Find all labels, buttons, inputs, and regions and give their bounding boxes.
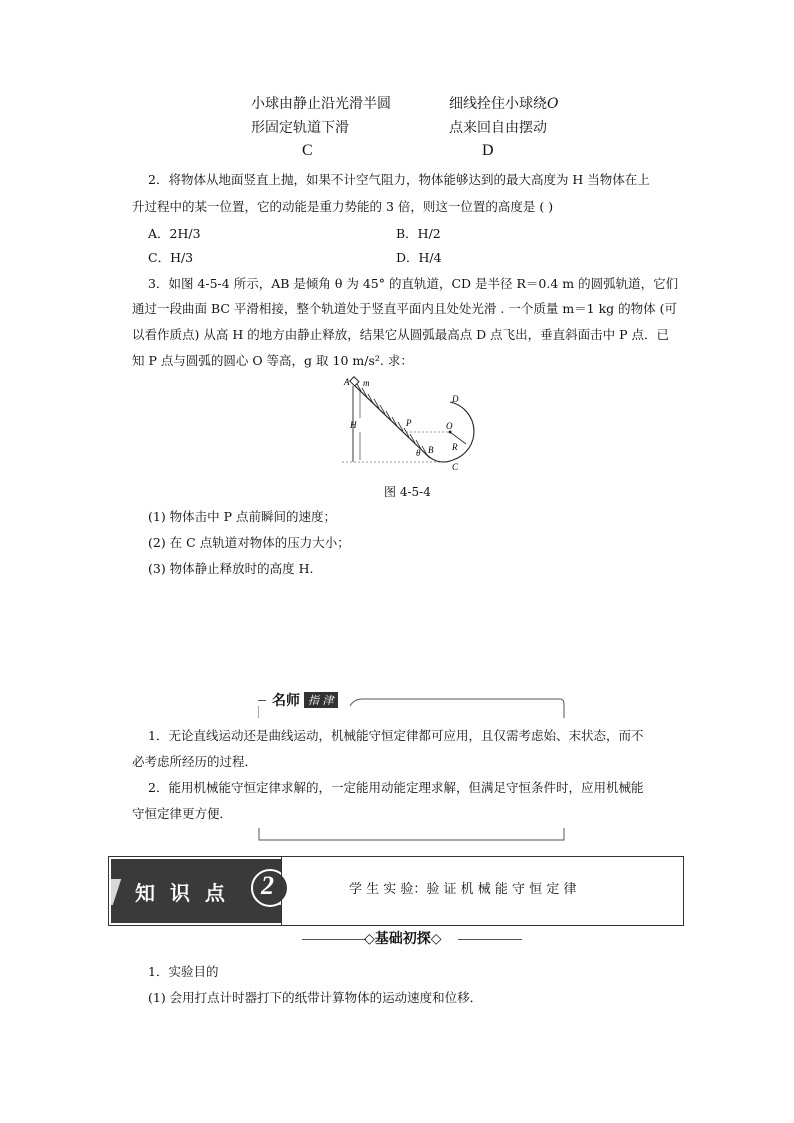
q3-line2: 通过一段曲面 BC 平滑相接，整个轨道处于竖直平面内且处处光滑 . 一个质量 m＝1 kg 的物体 (可: [132, 301, 678, 316]
option-c-line2: 形固定轨道下滑: [251, 120, 349, 136]
experiment-item-1: 1．实验目的: [148, 964, 219, 979]
figure-label-o: O: [446, 421, 453, 431]
figure-label-d: D: [452, 394, 459, 404]
figure-label-b: B: [428, 445, 434, 455]
q3-line3: 以看作质点) 从高 H 的地方由静止释放，结果它从圆弧最高点 D 点飞出，垂直斜面击中 P 点．已: [132, 327, 670, 342]
heading-rule-right: [458, 939, 522, 940]
sub-question-3: (3) 物体静止释放时的高度 H.: [148, 561, 314, 576]
figure-label-c: C: [452, 462, 459, 472]
q3-line1: 3．如图 4-5-4 所示，AB 是倾角 θ 为 45° 的直轨道，CD 是半径 R＝0.4 m 的圆弧轨道，它们: [148, 276, 679, 291]
track-figure: [338, 374, 488, 474]
knowledge-point-number: 2: [261, 871, 274, 900]
q3-line4: 知 P 点与圆弧的圆心 O 等高，g 取 10 m/s². 求：: [132, 353, 413, 368]
knowledge-point-title: 学 生 实 验：验 证 机 械 能 守 恒 定 律: [349, 882, 577, 897]
sub-question-2: (2) 在 C 点轨道对物体的压力大小；: [148, 535, 350, 550]
teacher-p2-line2: 守恒定律更方便．: [132, 806, 233, 821]
option-c-letter: C: [302, 142, 313, 159]
teacher-p1-line1: 1．无论直线运动还是曲线运动，机械能守恒定律都可应用，且仅需考虑始、末状态，而不: [148, 728, 644, 743]
teacher-p1-line2: 必考虑所经历的过程．: [132, 754, 258, 769]
experiment-item-1-sub: (1) 会用打点计时器打下的纸带计算物体的运动速度和位移．: [148, 990, 483, 1005]
option-c-line1: 小球由静止沿光滑半圆: [251, 96, 391, 112]
q2-line1: 2．将物体从地面竖直上抛，如果不计空气阻力，物体能够达到的最大高度为 H 当物体在上: [148, 172, 650, 187]
knowledge-point-badge: [111, 859, 281, 923]
figure-label-theta: θ: [416, 448, 421, 458]
heading-rule-left: [302, 939, 366, 940]
option-d-letter: D: [482, 142, 494, 159]
figure-label-h: H: [350, 420, 357, 430]
figure-label-a: A: [344, 377, 350, 387]
figure-label-p: P: [406, 418, 412, 428]
knowledge-point-label: 知 识 点: [135, 881, 229, 905]
q2-line2: 升过程中的某一位置，它的动能是重力势能的 3 倍，则这一位置的高度是 ( ): [132, 199, 554, 214]
knowledge-point-banner: [108, 856, 684, 926]
figure-caption: 图 4-5-4: [384, 485, 431, 499]
figure-label-r: R: [452, 442, 458, 452]
q2-option-c: C．H/3: [148, 250, 194, 265]
teacher-box-bottom-border: [258, 826, 568, 844]
option-d-line2: 点来回自由摆动: [449, 120, 547, 136]
q2-option-d: D．H/4: [396, 250, 442, 265]
q2-option-a: A．2H/3: [148, 226, 201, 241]
teacher-box-top-border: [258, 696, 568, 722]
basic-section-heading: ◇基础初探◇: [364, 931, 442, 947]
teacher-box-title-tag: 指 津: [304, 692, 338, 708]
option-d-line1: 细线拴住小球绕O: [449, 96, 559, 112]
teacher-p2-line1: 2．能用机械能守恒定律求解的，一定能用动能定理求解，但满足守恒条件时，应用机械能: [148, 780, 644, 795]
q2-option-b: B．H/2: [396, 226, 441, 241]
figure-label-m: m: [363, 378, 370, 388]
sub-question-1: (1) 物体击中 P 点前瞬间的速度；: [148, 509, 337, 524]
teacher-box-title-main: 名师: [272, 693, 300, 709]
